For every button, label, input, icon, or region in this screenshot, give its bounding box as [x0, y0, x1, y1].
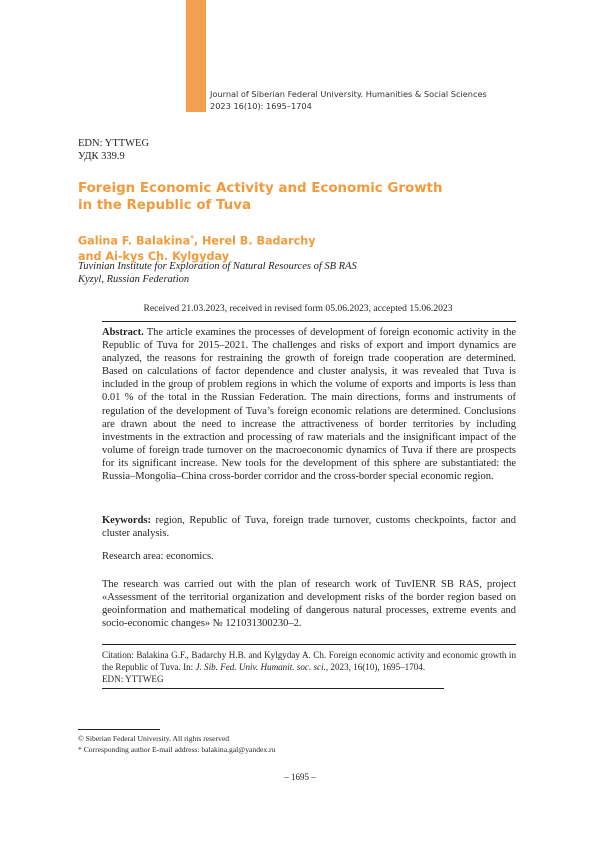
keywords-text: region, Republic of Tuva, foreign trade turnover, customs checkpoints, factor and cluster analysis. [102, 515, 516, 540]
citation-edn: EDN: YTTWEG [102, 674, 164, 685]
keywords-label: Keywords: [102, 515, 151, 526]
journal-accent-bar [186, 0, 206, 112]
abstract [102, 326, 516, 483]
citation-suffix: , 2023, 16(10), 1695–1704. [325, 662, 426, 673]
page-number: – 1695 – [284, 772, 316, 782]
research-area: Research area: economics. [102, 551, 214, 562]
journal-header [210, 88, 487, 112]
footnote-rule [78, 729, 160, 730]
citation-top-rule [102, 644, 516, 645]
edn-code: EDN: YTTWEG [78, 138, 150, 149]
abstract-label: Abstract. [102, 327, 144, 338]
location: Kyzyl, Russian Federation [78, 274, 190, 285]
citation-journal: J. Sib. Fed. Univ. Humanit. soc. sci. [195, 662, 326, 673]
keywords [102, 514, 516, 540]
authors-line-1 [78, 231, 518, 249]
institute: Tuvinian Institute for Exploration of Natural Resources of SB RAS [78, 261, 357, 272]
copyright-note: © Siberian Federal University. All rights reserved [78, 734, 229, 743]
research-funding: The research was carried out with the plan of research work of TuvIENR SB RAS, project «Assessment of the territorial organization and development risks of the border region based on geoinformation and mathematical modeling of dangerous natural processes, extreme events and socio-economic changes» № 121031300230–2. [102, 579, 516, 630]
corresponding-note: * Corresponding author E-mail address: balakina.gal@yandex.ru [78, 744, 276, 754]
citation-prefix: Citation: Balakina G.F., Badarchy H.B. and Kylgyday A. Ch. Foreign economic activity and economic growth in the Republic of Tuva. In: [102, 650, 516, 673]
article-title [78, 180, 518, 214]
author-3: and Ai-kys Ch. Kylgyday [78, 250, 230, 264]
title-line-1: Foreign Economic Activity and Economic Growth [78, 181, 443, 196]
footnotes [78, 734, 275, 755]
corresponding-mark: * [190, 234, 194, 242]
udk-code: УДК 339.9 [78, 151, 125, 162]
identifiers [78, 137, 149, 163]
citation [102, 649, 516, 686]
title-line-2: in the Republic of Tuva [78, 198, 251, 213]
received-dates: Received 21.03.2023, received in revised form 05.06.2023, accepted 15.06.2023 [143, 303, 453, 314]
abstract-text: The article examines the processes of development of foreign economic activity in the Republic of Tuva for 2015–2021. The challenges and risks of export and import dynamics are analyzed, the reasons for restraining the growth of foreign trade cooperation are determined. Based on calculations of factor dependence and cluster analysis, it was revealed that Tuva is included in the group of problem regions in which the volume of exports and imports is less than 0.01 % of the total in the Russian Federation. The main directions, forms and instruments of regulation of the development of Tuva’s foreign economic relations are determined. Conclusions are drawn about the need to increase the attractiveness of border territories by including investments in the extraction and processing of raw materials and the insignificant impact of the volume of foreign trade turnover on the macroeconomic dynamics of Tuva if there are prospects for its significant increase. New tools for the development of this sphere are substantiated: the Russia–Mongolia–China cross-border corridor and the cross-border special economic region. [102, 327, 516, 483]
author-1: Galina F. Balakina [78, 234, 191, 248]
affiliation [78, 260, 357, 286]
journal-name: Journal of Siberian Federal University. Humanities & Social Sciences [210, 89, 487, 99]
journal-issue: 2023 16(10): 1695–1704 [210, 101, 312, 111]
author-2: , Herel B. Badarchy [193, 234, 316, 248]
abstract-top-rule [102, 321, 516, 322]
citation-bottom-rule [102, 688, 444, 689]
